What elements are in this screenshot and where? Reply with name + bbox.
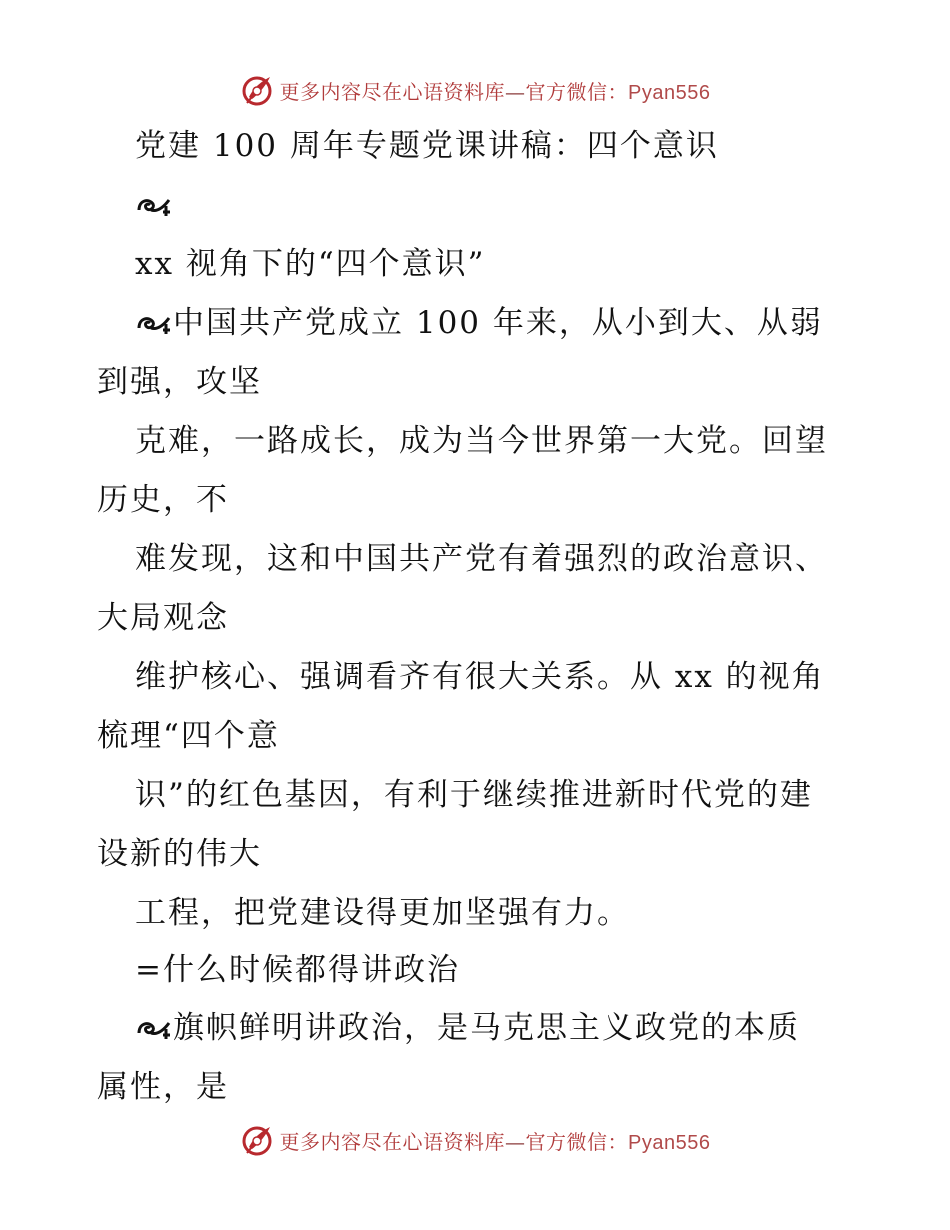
fleuron-icon	[135, 190, 173, 220]
footer-banner	[0, 1120, 950, 1160]
paragraph-line: 克难，一路成长，成为当今世界第一大党。回望	[135, 423, 828, 459]
paragraph-line: 旗帜鲜明讲政治，是马克思主义政党的本质	[135, 1008, 800, 1048]
quill-logo-icon	[240, 1123, 274, 1157]
section-heading: =什么时候都得讲政治	[135, 952, 460, 988]
paragraph-line: 属性，是	[97, 1069, 229, 1105]
document-subtitle: xx 视角下的“四个意识”	[135, 246, 486, 282]
paragraph-line: 识”的红色基因，有利于继续推进新时代党的建	[135, 777, 813, 813]
paragraph-line: 历史，不	[97, 482, 229, 518]
paragraph-line: 设新的伟大	[97, 836, 262, 872]
paragraph-line: 大局观念	[97, 600, 229, 636]
paragraph-line: 工程，把党建设得更加坚强有力。	[135, 895, 630, 931]
paragraph-line: 梳理“四个意	[97, 718, 280, 754]
paragraph-line: 维护核心、强调看齐有很大关系。从 xx 的视角	[135, 659, 825, 695]
banner-text: 更多内容尽在心语资料库—官方微信：Pyan556	[279, 79, 711, 104]
paragraph-line: 到强，攻坚	[97, 364, 262, 400]
header-banner	[0, 70, 950, 110]
quill-logo-icon	[240, 73, 274, 107]
paragraph-line: 难发现，这和中国共产党有着强烈的政治意识、	[135, 541, 828, 577]
paragraph-line: 中国共产党成立 100 年来，从小到大、从弱	[135, 303, 823, 343]
banner-text: 更多内容尽在心语资料库—官方微信：Pyan556	[279, 1129, 711, 1154]
ornament-line	[135, 185, 173, 225]
fleuron-icon	[135, 308, 173, 338]
document-title: 党建 100 周年专题党课讲稿：四个意识	[135, 128, 719, 164]
fleuron-icon	[135, 1013, 173, 1043]
